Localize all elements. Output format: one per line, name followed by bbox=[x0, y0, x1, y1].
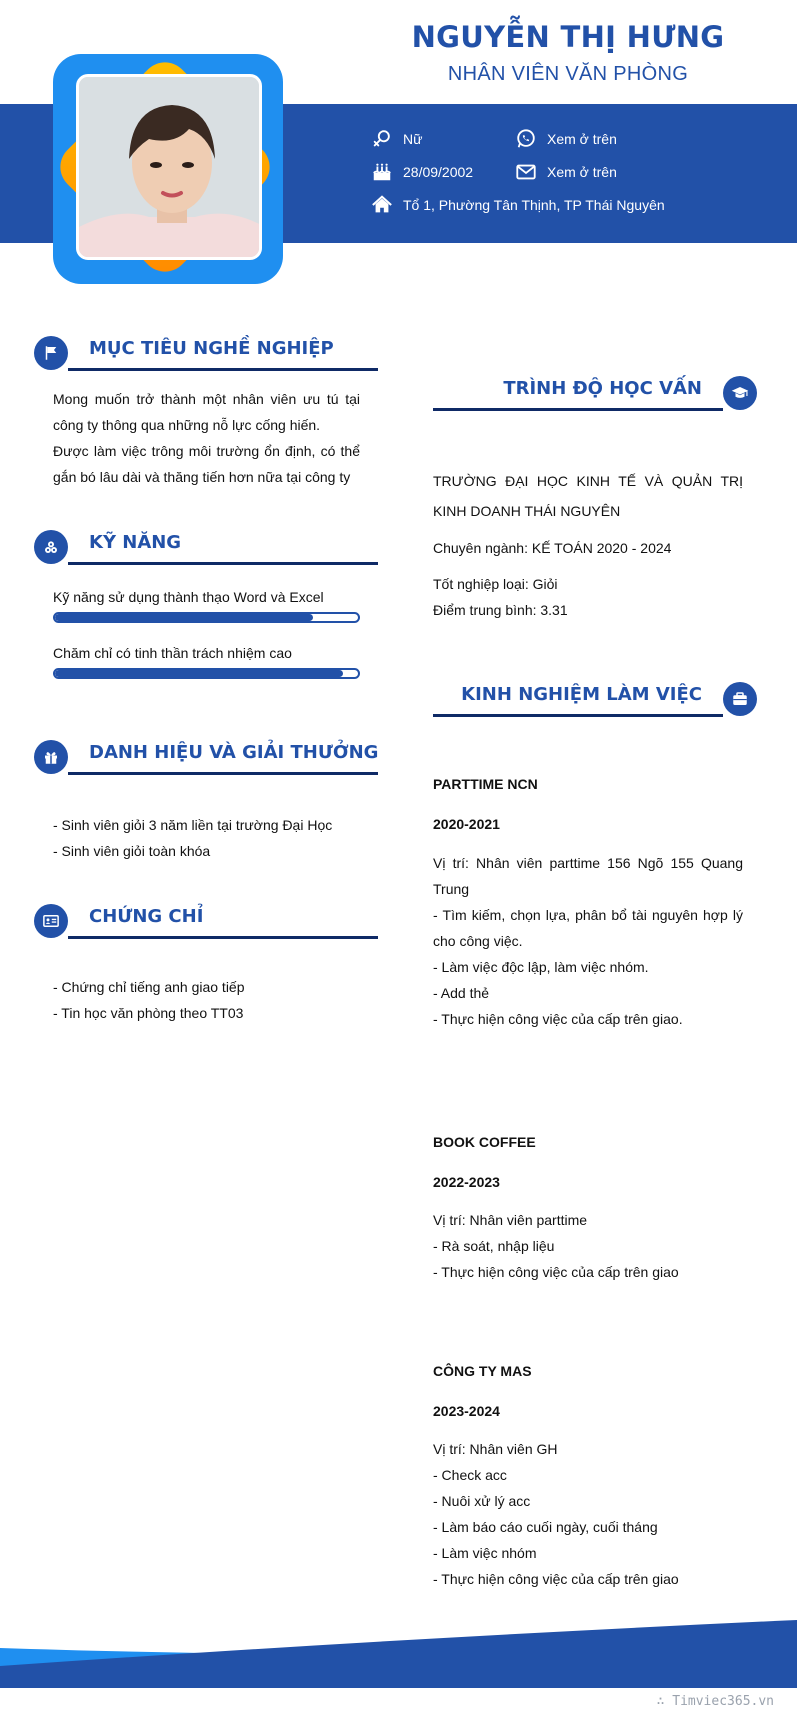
job-detail-line: - Nuôi xử lý acc bbox=[433, 1493, 531, 1509]
job-detail-line: - Check acc bbox=[433, 1467, 507, 1483]
award-line: - Sinh viên giỏi toàn khóa bbox=[53, 843, 211, 859]
job-company: PARTTIME NCN bbox=[433, 776, 538, 792]
job-details bbox=[433, 850, 743, 1032]
objective-line: Mong muốn trở thành một nhân viên ưu tú tại công ty thông qua những nỗ lực cống hiến. bbox=[53, 391, 360, 433]
experience-circle bbox=[723, 682, 757, 716]
awards-title: DANH HIỆU VÀ GIẢI THƯỞNG bbox=[89, 742, 379, 763]
certificate-line: - Tin học văn phòng theo TT03 bbox=[53, 1005, 244, 1021]
email-info bbox=[515, 161, 617, 183]
skills-title: KỸ NĂNG bbox=[89, 532, 182, 553]
job-detail-line: - Làm việc nhóm bbox=[433, 1545, 537, 1561]
envelope-icon bbox=[515, 161, 537, 183]
email-text: Xem ở trên bbox=[547, 164, 617, 180]
avatar bbox=[76, 74, 262, 260]
certificate-line: - Chứng chỉ tiếng anh giao tiếp bbox=[53, 979, 245, 995]
education-title: TRÌNH ĐỘ HỌC VẤN bbox=[503, 378, 702, 399]
skill-bar-1 bbox=[53, 612, 360, 623]
skills-rule bbox=[68, 562, 378, 565]
job-detail-line: Vị trí: Nhân viên parttime 156 Ngõ 155 Quang Trung bbox=[433, 855, 743, 897]
job-detail-line: - Tìm kiếm, chọn lựa, phân bổ tài nguyên hợp lý cho công việc. bbox=[433, 907, 743, 949]
job-detail-line: - Add thẻ bbox=[433, 985, 490, 1001]
certificates-heading bbox=[34, 900, 378, 940]
phone-info bbox=[515, 128, 617, 150]
gender-text: Nữ bbox=[403, 131, 423, 147]
award-line: - Sinh viên giỏi 3 năm liền tại trường Đại Học bbox=[53, 817, 333, 833]
briefcase-icon bbox=[731, 690, 749, 708]
address-text: Tổ 1, Phường Tân Thịnh, TP Thái Nguyên bbox=[403, 197, 665, 213]
skill-bar-fill bbox=[55, 614, 313, 621]
address-info bbox=[371, 194, 665, 216]
skill-label-1: Kỹ năng sử dụng thành thạo Word và Excel bbox=[53, 589, 324, 605]
birthday-info bbox=[371, 161, 473, 183]
skill-bar-fill bbox=[55, 670, 343, 677]
gift-icon bbox=[42, 748, 60, 766]
whatsapp-icon bbox=[515, 128, 537, 150]
job-detail-line: - Làm báo cáo cuối ngày, cuối tháng bbox=[433, 1519, 658, 1535]
education-circle bbox=[723, 376, 757, 410]
objective-heading bbox=[34, 332, 378, 372]
skills-heading bbox=[34, 526, 378, 566]
job-details bbox=[433, 1436, 743, 1592]
objective-circle bbox=[34, 336, 68, 370]
candidate-name: NGUYỄN THỊ HƯNG bbox=[411, 20, 725, 54]
id-card-icon bbox=[42, 912, 60, 930]
certificates-rule bbox=[68, 936, 378, 939]
awards-rule bbox=[68, 772, 378, 775]
education-heading bbox=[433, 372, 757, 412]
education-major: Chuyên ngành: KẾ TOÁN 2020 - 2024 bbox=[433, 540, 672, 556]
experience-rule bbox=[433, 714, 723, 717]
watermark: ∴ Timviec365.vn bbox=[656, 1694, 774, 1709]
job-detail-line: - Thực hiện công việc của cấp trên giao. bbox=[433, 1011, 683, 1027]
footer-wave bbox=[0, 1618, 800, 1688]
skill-label-2: Chăm chỉ có tinh thần trách nhiệm cao bbox=[53, 645, 292, 661]
job-detail-line: Vị trí: Nhân viên GH bbox=[433, 1441, 558, 1457]
job-details bbox=[433, 1207, 743, 1285]
job-detail-line: - Rà soát, nhập liệu bbox=[433, 1238, 555, 1254]
job-detail-line: - Làm việc độc lập, làm việc nhóm. bbox=[433, 959, 649, 975]
job-detail-line: - Thực hiện công việc của cấp trên giao bbox=[433, 1571, 679, 1587]
birthday-text: 28/09/2002 bbox=[403, 164, 474, 180]
objective-title: MỤC TIÊU NGHỀ NGHIỆP bbox=[89, 338, 334, 359]
certificates-title: CHỨNG CHỈ bbox=[89, 906, 204, 927]
certificates-text bbox=[53, 974, 360, 1026]
skills-cubes-icon bbox=[42, 538, 60, 556]
education-rule bbox=[433, 408, 723, 411]
experience-heading bbox=[433, 678, 757, 718]
job-period: 2023-2024 bbox=[433, 1403, 500, 1419]
watermark-text: Timviec365.vn bbox=[672, 1694, 774, 1709]
awards-text bbox=[53, 812, 360, 864]
job-period: 2020-2021 bbox=[433, 816, 500, 832]
education-gpa: Điểm trung bình: 3.31 bbox=[433, 602, 568, 618]
job-company: BOOK COFFEE bbox=[433, 1134, 536, 1150]
job-detail-line: - Thực hiện công việc của cấp trên giao bbox=[433, 1264, 679, 1280]
education-grade: Tốt nghiệp loại: Giỏi bbox=[433, 576, 558, 592]
gender-icon bbox=[371, 128, 393, 150]
awards-heading bbox=[34, 736, 378, 776]
job-period: 2022-2023 bbox=[433, 1174, 500, 1190]
objective-line: Được làm việc trông môi trường ổn định, có thể gắn bó lâu dài và thăng tiến hơn nữa tại công ty bbox=[53, 443, 360, 485]
flag-icon bbox=[42, 344, 60, 362]
job-detail-line: Vị trí: Nhân viên parttime bbox=[433, 1212, 588, 1228]
education-school: TRƯỜNG ĐẠI HỌC KINH TẾ VÀ QUẢN TRỊ KINH DOANH THÁI NGUYÊN bbox=[433, 473, 743, 519]
graduation-cap-icon bbox=[731, 384, 749, 402]
phone-text: Xem ở trên bbox=[547, 131, 617, 147]
skill-bar-2 bbox=[53, 668, 360, 679]
gender-info bbox=[371, 128, 422, 150]
home-icon bbox=[371, 194, 393, 216]
objective-text bbox=[53, 386, 360, 490]
job-company: CÔNG TY MAS bbox=[433, 1363, 532, 1379]
awards-circle bbox=[34, 740, 68, 774]
skills-circle bbox=[34, 530, 68, 564]
experience-title: KINH NGHIỆM LÀM VIỆC bbox=[461, 684, 702, 705]
objective-rule bbox=[68, 368, 378, 371]
job-title: NHÂN VIÊN VĂN PHÒNG bbox=[447, 63, 689, 85]
certificates-circle bbox=[34, 904, 68, 938]
birthday-cake-icon bbox=[371, 161, 393, 183]
